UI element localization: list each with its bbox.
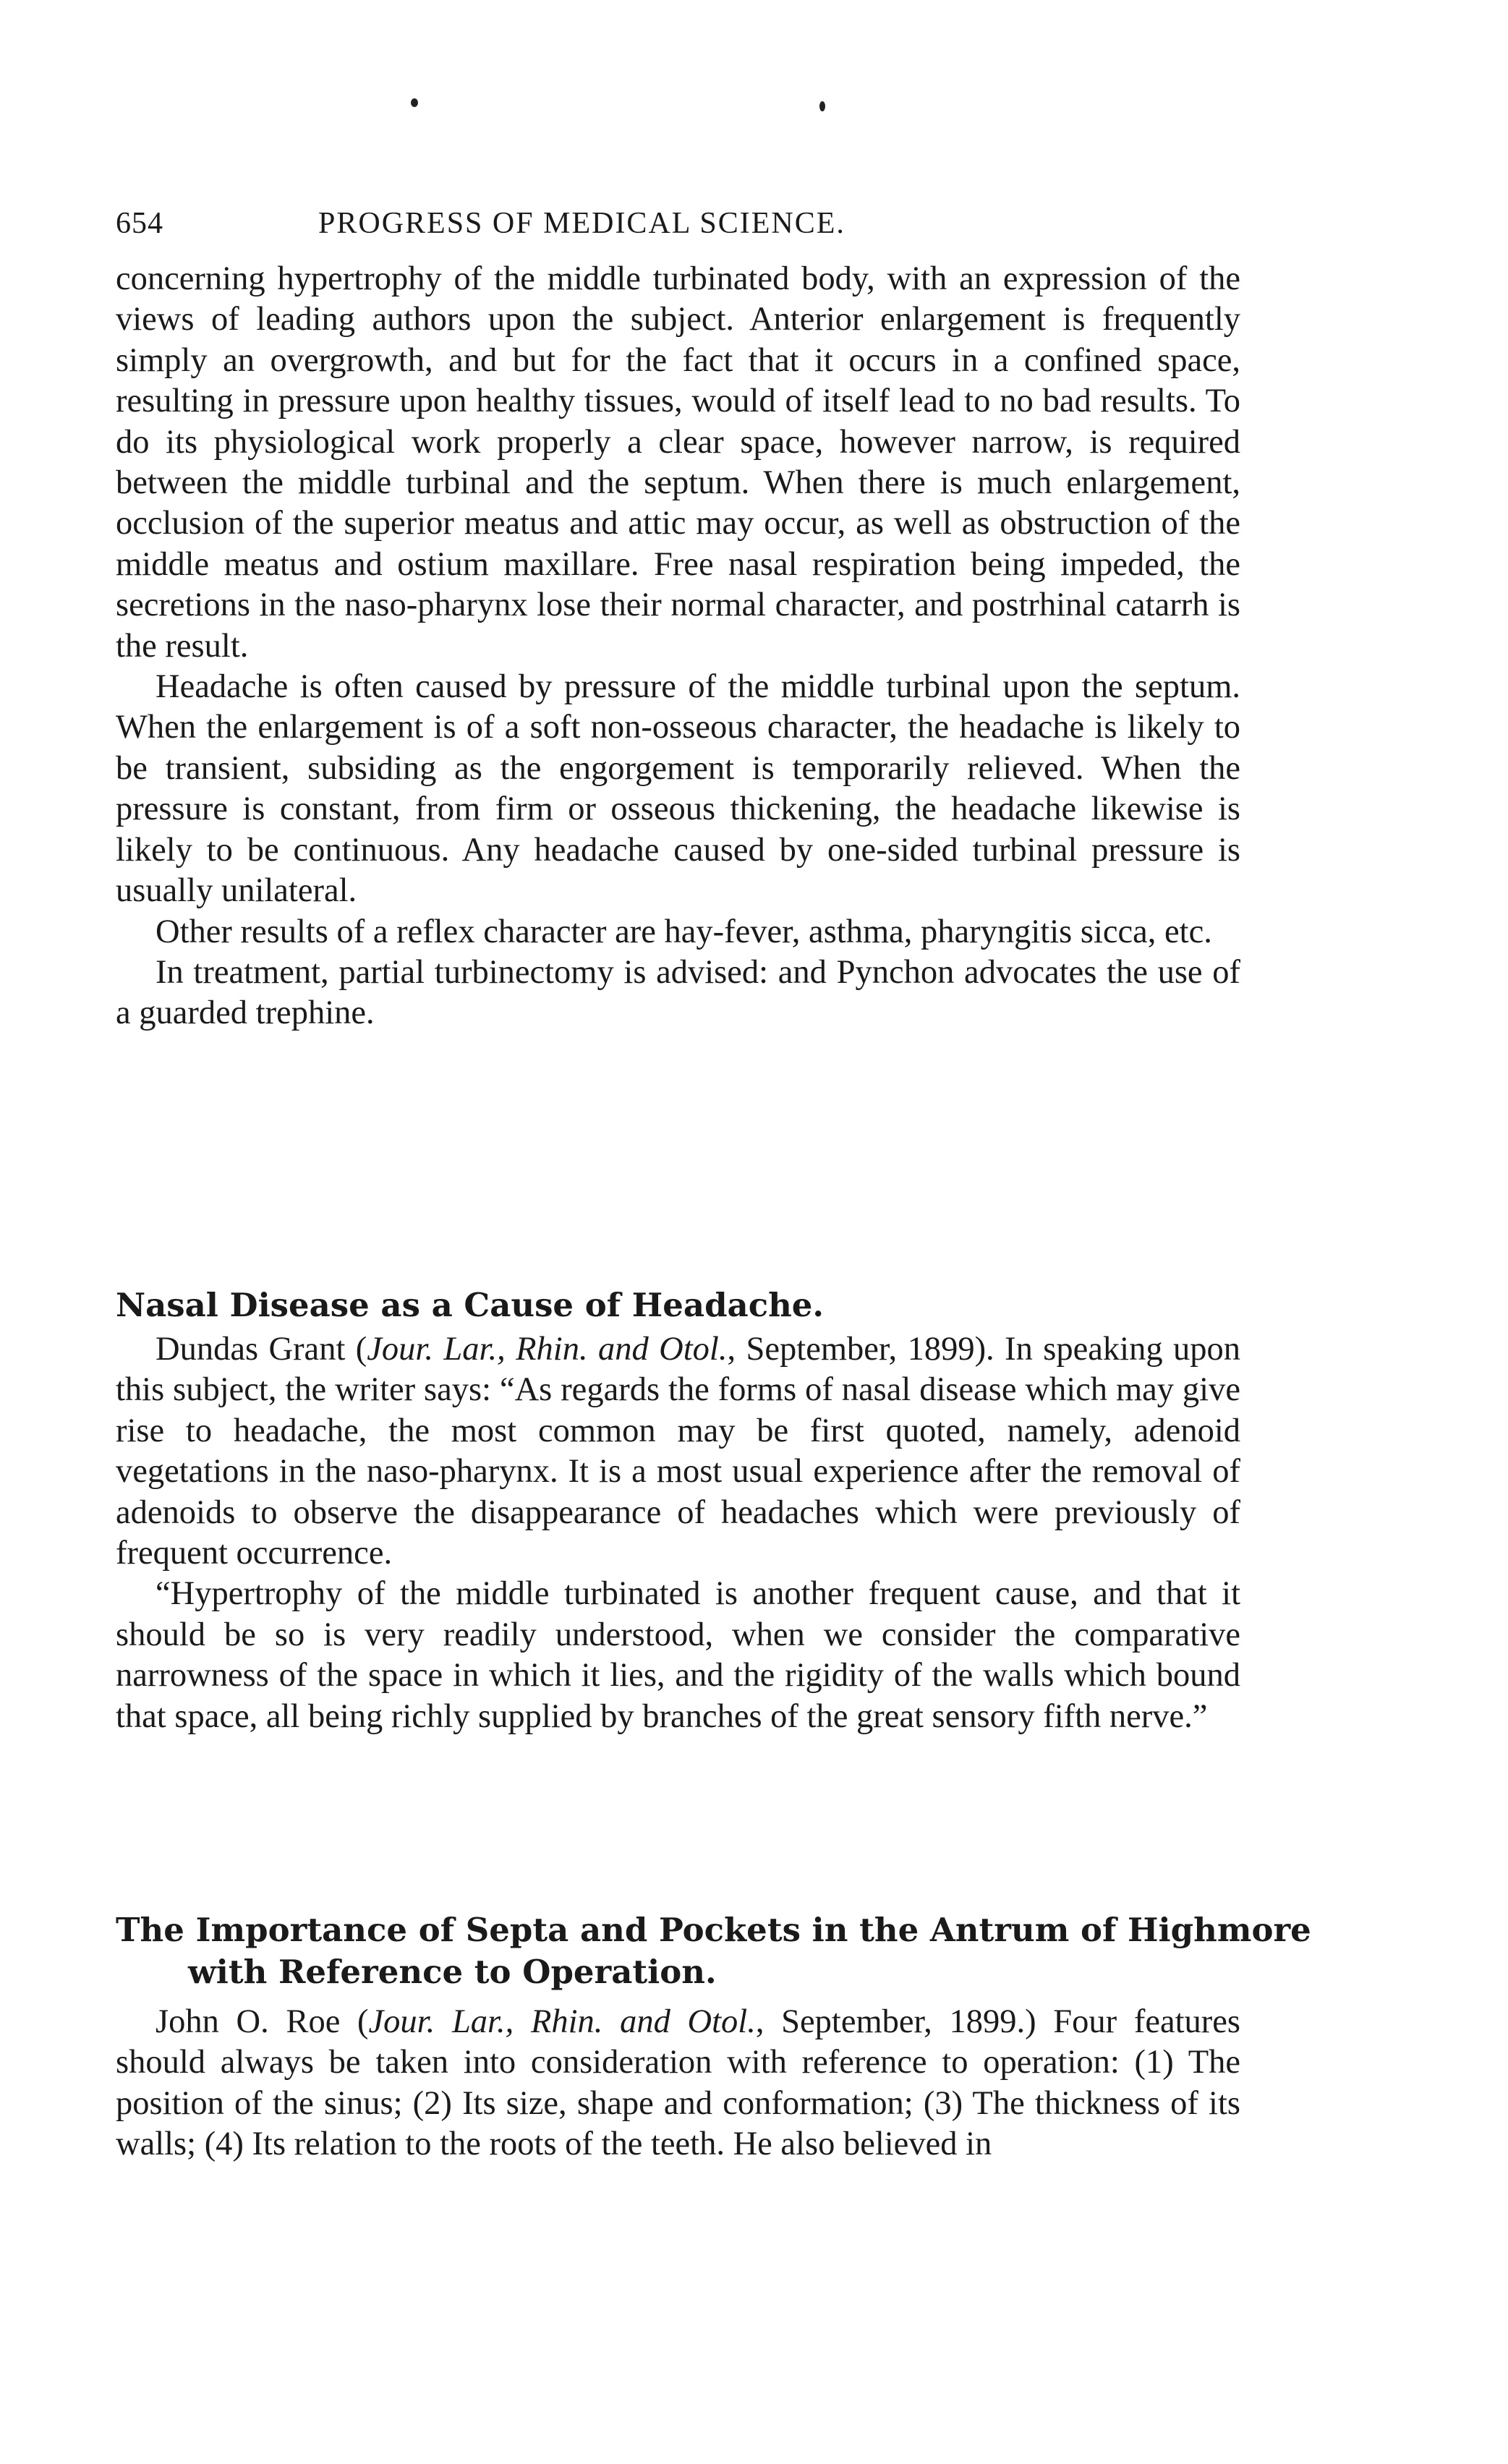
- citation-date: , September, 1899).: [727, 1331, 994, 1368]
- paragraph-roe-text: Four features should always be taken into consideration with reference to operation: (1) The position of the sinus; (2) Its size, shape and conformation; (3) The thickness of its walls; (4) Its relation to the roots of the teeth. He also believed in: [116, 2003, 1240, 2163]
- stray-ink-mark-right: [819, 101, 825, 111]
- paragraph-grant-text: In speaking upon this subject, the writer says: “As regards the forms of nasal disease which may give rise to headache, the most common may be first quoted, namely, adenoid vegetations in the naso-pharynx. It is a most usual experience after the removal of adenoids to observe the disappearance of headaches which were previously of frequent occurrence.: [116, 1331, 1240, 1572]
- text-block-section1: [116, 1329, 1240, 1737]
- page-number: 654: [116, 207, 163, 240]
- paragraph-roe: [116, 2002, 1240, 2165]
- paragraph-continuation: concerning hypertrophy of the middle turbinated body, with an expression of the views of leading authors upon the subject. Anterior enlargement is frequently simply an overgrowth, and but for the fact that it occurs in a confined space, resulting in pressure upon healthy tissues, would of itself lead to no bad results. To do its physiological work properly a clear space, however narrow, is required between the middle turbinal and the septum. When there is much enlargement, occlusion of the superior meatus and attic may occur, as well as obstruction of the middle meatus and ostium maxillare. Free nasal respiration being impeded, the secretions in the naso-pharynx lose their normal character, and postrhinal catarrh is the result.: [116, 260, 1240, 665]
- paragraph-grant: [116, 1329, 1240, 1574]
- running-title: PROGRESS OF MEDICAL SCIENCE.: [318, 207, 845, 240]
- citation-author-roe: John O. Roe (: [156, 2003, 369, 2040]
- paragraph-hypertrophy-quote: “Hypertrophy of the middle turbinated is another frequent cause, and that it should be so is very readily understood, when we consider the comparative narrowness of the space in which it lies, and the rigidity of the walls which bound that space, all being richly supplied by branches of the great sensory fifth nerve.”: [116, 1575, 1240, 1735]
- citation-date-roe: , September, 1899.): [755, 2003, 1036, 2040]
- text-block-top: [116, 259, 1240, 1034]
- citation-journal-roe: Jour. Lar., Rhin. and Otol.: [368, 2003, 756, 2040]
- paragraph-other-results: Other results of a reflex character are hay-fever, asthma, pharyngitis sicca, etc.: [156, 913, 1212, 950]
- citation-author: Dundas Grant (: [156, 1331, 367, 1368]
- paragraph-headache: Headache is often caused by pressure of the middle turbinal upon the septum. When the enlargement is of a soft non-osseous character, the headache is likely to be transient, subsiding as the engorgement is temporarily relieved. When the pressure is constant, from firm or osseous thickening, the headache likewise is likely to be continuous. Any headache caused by one-sided turbinal pressure is usually unilateral.: [116, 668, 1240, 910]
- text-block-section2: [116, 2002, 1240, 2165]
- citation-journal: Jour. Lar., Rhin. and Otol.: [367, 1331, 728, 1368]
- stray-ink-mark-left: [411, 98, 418, 107]
- paragraph-treatment: In treatment, partial turbinectomy is advised: and Pynchon advocates the use of a guarded trephine.: [116, 953, 1240, 1032]
- section-heading-septa-pockets: The Importance of Septa and Pockets in the Antrum of Highmore with Reference to Operation.: [116, 1911, 1311, 1991]
- section-heading-nasal-disease: Nasal Disease as a Cause of Headache.: [116, 1286, 825, 1324]
- page-header: [116, 206, 1240, 250]
